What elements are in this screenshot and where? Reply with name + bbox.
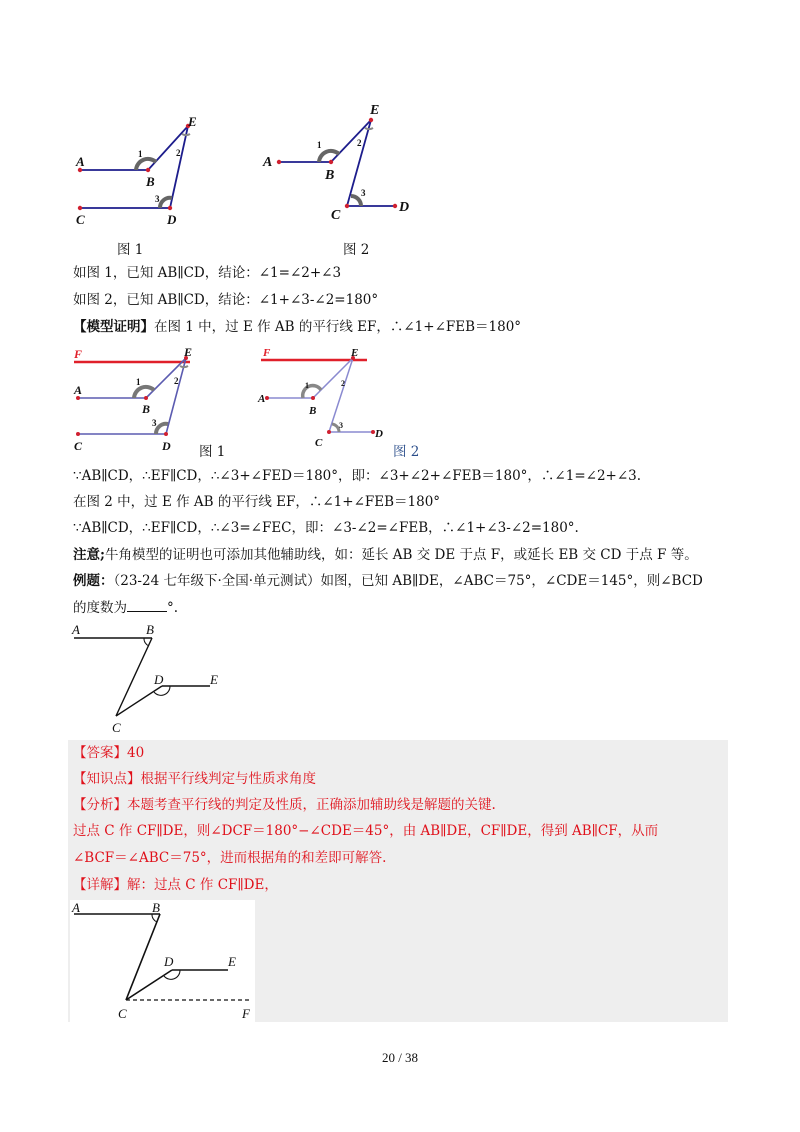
proof-line-2: 在图 2 中，过 E 作 AB 的平行线 EF，∴∠1+∠FEB＝180°: [73, 494, 441, 510]
label-a: A: [74, 383, 83, 397]
page-number: 20 / 38: [381, 1050, 419, 1065]
label-a: A: [76, 154, 85, 169]
analysis-line-2: 过点 C 作 CF∥DE，则∠DCF＝180°−∠CDE＝45°，由 AB∥DE，CF∥DE，得到 AB∥CF，从而: [73, 823, 659, 839]
label-a: A: [72, 900, 80, 915]
detail-value: 解：过点 C 作 CF∥DE，: [127, 877, 278, 893]
label-e: E: [210, 672, 218, 687]
figure-4: [255, 340, 395, 450]
label-c: C: [112, 720, 121, 735]
angle-1: 1: [317, 140, 322, 150]
angle-2: 2: [341, 379, 345, 388]
label-b: B: [152, 900, 160, 915]
angle-1: 1: [138, 149, 143, 159]
detail-line: [73, 876, 278, 894]
answer-line: [73, 744, 144, 762]
detail-label: 【详解】: [73, 877, 127, 893]
label-b: B: [309, 405, 317, 417]
label-f: F: [263, 347, 271, 359]
label-a: A: [72, 622, 80, 637]
label-a: A: [263, 155, 273, 170]
figure-2: [255, 98, 425, 228]
note-label: 注意;: [73, 547, 105, 563]
label-b: B: [146, 622, 154, 637]
analysis-value: 本题考查平行线的判定及性质，正确添加辅助线是解题的关键.: [127, 797, 496, 813]
angle-3: 3: [339, 421, 343, 430]
statement-fig1: 如图 1，已知 AB∥CD，结论：∠1=∠2+∠3: [73, 265, 342, 281]
label-d: D: [164, 954, 174, 969]
analysis-label: 【分析】: [73, 797, 127, 813]
label-d: D: [162, 439, 171, 453]
label-c: C: [76, 212, 85, 227]
label-f: F: [242, 1006, 250, 1021]
label-c: C: [315, 437, 323, 449]
knowledge-label: 【知识点】: [73, 771, 141, 787]
angle-2: 2: [357, 138, 362, 148]
fig2-caption: 图 2: [343, 242, 370, 258]
example-figure: [68, 622, 238, 740]
answer-value: 40: [127, 745, 145, 761]
label-e: E: [184, 345, 193, 359]
knowledge-line: [73, 770, 316, 788]
proof-label: 【模型证明】: [73, 319, 154, 335]
fig4-caption: 图 2: [393, 444, 420, 460]
label-d: D: [167, 212, 177, 227]
label-d: D: [399, 200, 410, 215]
angle-1: 1: [305, 381, 309, 390]
label-b: B: [142, 402, 151, 416]
label-e: E: [228, 954, 236, 969]
angle-2: 2: [176, 148, 181, 158]
label-d: D: [375, 428, 383, 440]
statement-fig2: 如图 2，已知 AB∥CD，结论：∠1+∠3-∠2=180°: [73, 292, 379, 308]
note-text: 牛角模型的证明也可添加其他辅助线，如：延长 AB 交 DE 于点 F，或延长 EB 交 CD 于点 F 等。: [104, 547, 698, 563]
example-text-b: °.: [167, 600, 179, 616]
fig3-caption: 图 1: [199, 444, 226, 460]
knowledge-value: 根据平行线判定与性质求角度: [140, 771, 316, 787]
example-question: [73, 598, 178, 617]
example: [73, 572, 703, 590]
label-f: F: [74, 347, 83, 361]
proof-text: 在图 1 中，过 E 作 AB 的平行线 EF，∴∠1+∠FEB＝180°: [154, 319, 522, 335]
example-text: （23-24 七年级下·全国·单元测试）如图，已知 AB∥DE，∠ABC＝75°，∠CDE＝145°，则∠BCD: [113, 573, 703, 589]
angle-3: 3: [361, 188, 366, 198]
angle-2: 2: [174, 376, 179, 386]
label-d: D: [154, 672, 164, 687]
example-text-a: 的度数为: [73, 600, 127, 616]
label-b: B: [325, 168, 335, 183]
label-e: E: [370, 103, 380, 118]
label-c: C: [331, 208, 341, 223]
label-c: C: [118, 1006, 127, 1021]
figure-1: [70, 112, 220, 232]
label-b: B: [146, 174, 155, 189]
fig1-caption: 图 1: [117, 242, 144, 258]
label-e: E: [188, 114, 197, 129]
proof-line-1: ∵AB∥CD，∴EF∥CD，∴∠3+∠FED＝180°，即：∠3+∠2+∠FEB＝180°，∴∠1=∠2+∠3.: [73, 468, 642, 484]
analysis-line: [73, 796, 496, 814]
analysis-line-3: ∠BCF＝∠ABC＝75°，进而根据角的和差即可解答.: [73, 850, 387, 866]
proof-line-3: ∵AB∥CD，∴EF∥CD，∴∠3=∠FEC，即：∠3-∠2=∠FEB，∴∠1+∠3-∠2=180°.: [73, 520, 579, 536]
figure-3: [70, 342, 220, 458]
angle-3: 3: [152, 418, 157, 428]
label-a: A: [258, 393, 266, 405]
answer-blank: [127, 598, 167, 612]
angle-1: 1: [136, 377, 141, 387]
example-label: 例题：: [73, 573, 114, 589]
angle-3: 3: [155, 194, 160, 204]
note: [73, 546, 698, 564]
proof-heading: [73, 318, 521, 336]
detail-figure: [70, 900, 255, 1022]
answer-label: 【答案】: [73, 745, 127, 761]
label-e: E: [351, 347, 359, 359]
label-c: C: [74, 439, 83, 453]
